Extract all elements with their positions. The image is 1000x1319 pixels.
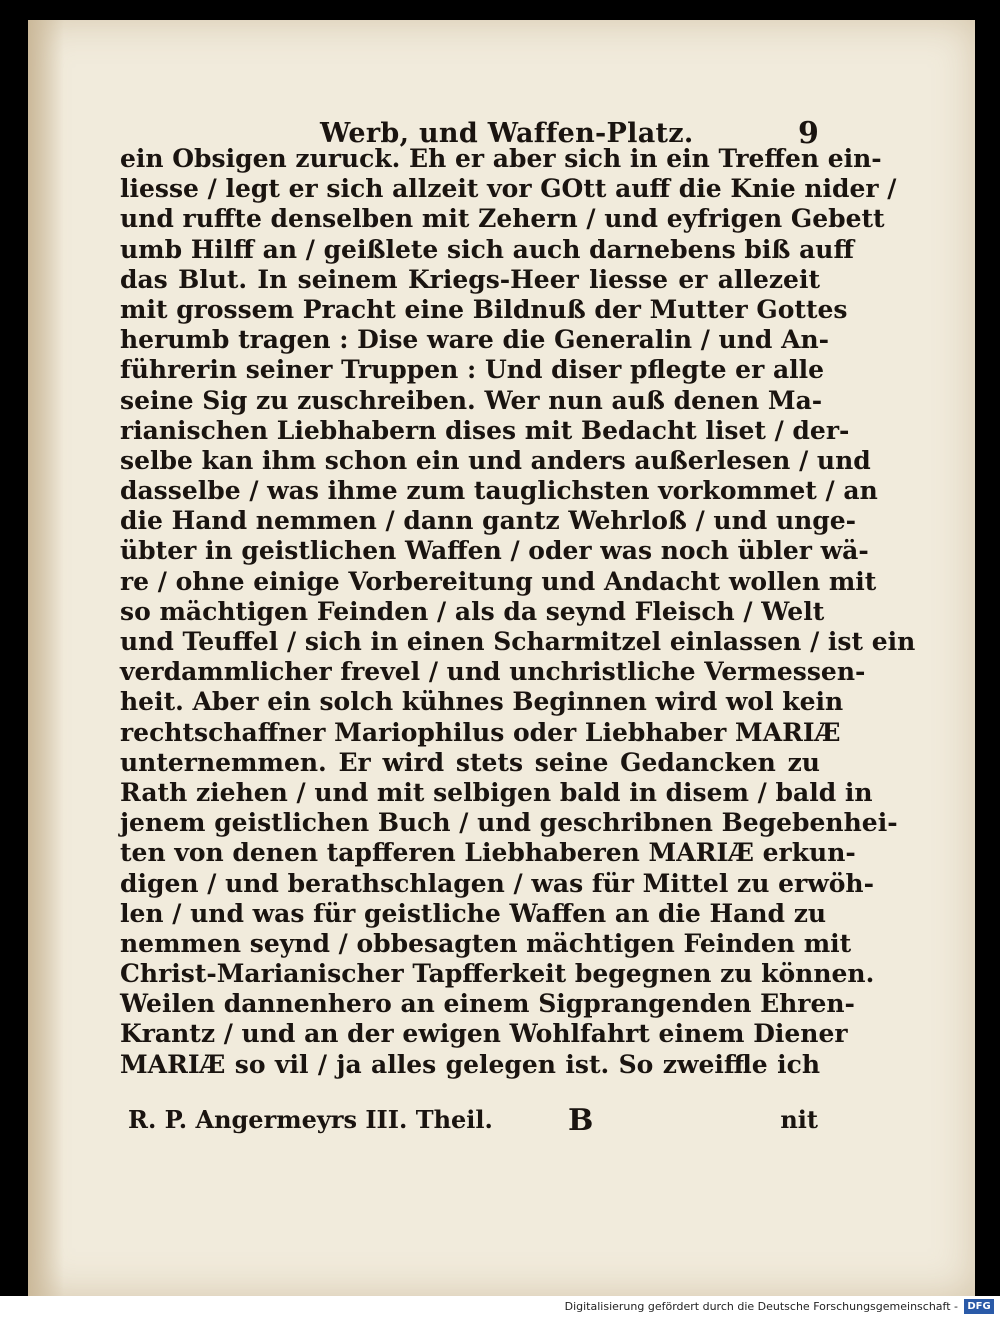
text-line: ten von denen tapfferen Liebhaberen MARIÆ erkun- — [120, 838, 856, 868]
credit-bar — [0, 1296, 1000, 1319]
text-line: rianischen Liebhabern dises mit Bedacht liset / der- — [120, 415, 850, 445]
catchword: nit — [780, 1105, 818, 1134]
text-line: MARIÆ so vil / ja alles gelegen ist. So zweiffle ich — [120, 1049, 820, 1079]
text-line: verdammlicher frevel / und unchristliche Vermessen- — [120, 657, 866, 687]
text-line: liesse / legt er sich allzeit vor GOtt auff die Knie nider / — [120, 174, 897, 204]
text-line: und Teuffel / sich in einen Scharmitzel einlassen / ist ein — [120, 627, 916, 656]
text-line: herumb tragen : Dise ware die Generalin / und An- — [120, 325, 830, 355]
text-line: unternemmen. Er wird stets seine Gedancken zu — [120, 747, 820, 777]
text-line: das Blut. In seinem Kriegs-Heer liesse er allezeit — [120, 264, 820, 294]
text-line: Krantz / und an der ewigen Wohlfahrt einem Diener — [120, 1019, 848, 1049]
text-line: Rath ziehen / und mit selbigen bald in disem / bald in — [120, 777, 873, 807]
text-line: re / ohne einige Vorbereitung und Andacht wollen mit — [120, 566, 877, 596]
signature-mark: B — [568, 1103, 594, 1138]
text-line: und ruffte denselben mit Zehern / und eyfrigen Gebett — [120, 204, 885, 234]
text-line: digen / und berathschlagen / was für Mittel zu erwöh- — [120, 868, 874, 898]
text-line: ein Obsigen zuruck. Eh er aber sich in ein Treffen ein- — [120, 144, 882, 173]
body-text — [120, 144, 916, 1080]
text-line: jenem geistlichen Buch / und geschribnen Begebenhei- — [120, 808, 898, 838]
page-number: 9 — [798, 116, 819, 151]
signature-line: R. P. Angermeyrs III. Theil. — [128, 1105, 493, 1134]
text-line: übter in geistlichen Waffen / oder was noch übler wä- — [120, 536, 869, 566]
text-line: führerin seiner Truppen : Und diser pflegte er alle — [120, 355, 825, 385]
text-line: Weilen dannenhero an einem Sigprangenden Ehren- — [120, 989, 855, 1019]
text-line: umb Hilff an / geißlete sich auch darnebens biß auff — [120, 234, 854, 264]
text-line: len / und was für geistliche Waffen an die Hand zu — [120, 898, 827, 928]
page-footer — [128, 1105, 818, 1141]
text-line: mit grossem Pracht eine Bildnuß der Mutter Gottes — [120, 294, 848, 324]
text-line: dasselbe / was ihme zum tauglichsten vorkommet / an — [120, 476, 878, 506]
text-line: heit. Aber ein solch kühnes Beginnen wird wol kein — [120, 687, 844, 717]
book-page — [28, 20, 975, 1296]
text-line: nemmen seynd / obbesagten mächtigen Feinden mit — [120, 928, 852, 958]
text-line: so mächtigen Feinden / als da seynd Fleisch / Welt — [120, 596, 825, 626]
text-line: selbe kan ihm schon ein und anders außerlesen / und — [120, 445, 871, 475]
credit-text: Digitalisierung gefördert durch die Deutsche Forschungsgemeinschaft - — [564, 1300, 958, 1313]
running-title: Werb, und Waffen-Platz. — [320, 118, 694, 149]
text-line: seine Sig zu zuschreiben. Wer nun auß denen Ma- — [120, 385, 823, 415]
text-line: rechtschaffner Mariophilus oder Liebhaber MARIÆ — [120, 717, 841, 747]
dfg-logo-icon: DFG — [964, 1299, 994, 1314]
text-line: die Hand nemmen / dann gantz Wehrloß / und unge- — [120, 506, 857, 536]
text-line: Christ-Marianischer Tapfferkeit begegnen zu können. — [120, 959, 875, 989]
